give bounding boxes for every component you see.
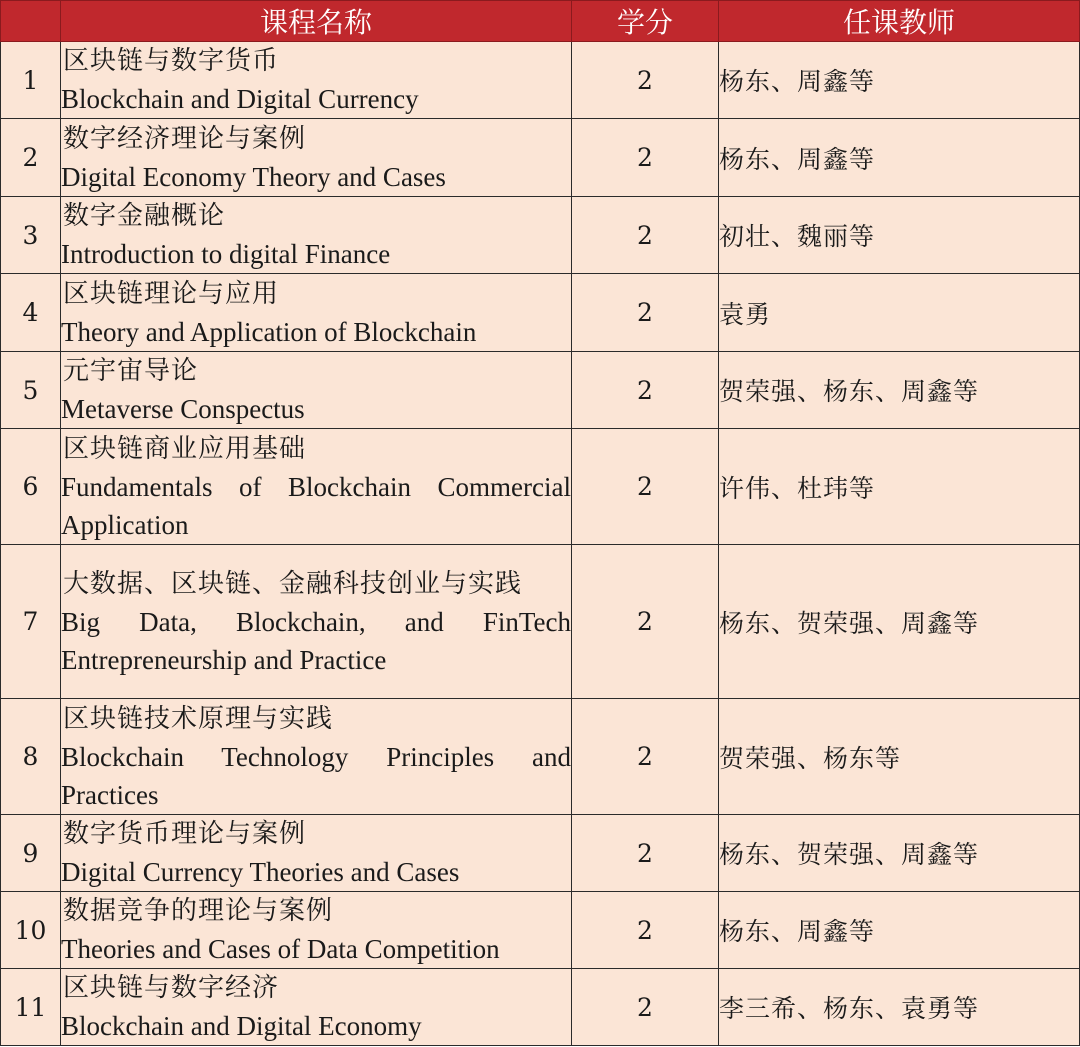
row-number: 3 [1, 197, 61, 274]
teacher-cell: 杨东、周鑫等 [719, 42, 1080, 119]
credit-cell: 2 [572, 197, 719, 274]
row-number: 4 [1, 274, 61, 352]
course-name-en: Digital Economy Theory and Cases [61, 161, 446, 192]
table-row [1, 545, 1080, 699]
row-number: 5 [1, 352, 61, 429]
course-name-cell [61, 274, 572, 352]
table-row [1, 699, 1080, 815]
course-name-zh: 区块链与数字经济 [63, 973, 280, 1003]
row-number: 9 [1, 815, 61, 892]
course-name-cell [61, 429, 572, 545]
course-name-zh: 区块链理论与应用 [63, 278, 280, 309]
course-name-cell [61, 119, 572, 197]
course-name-cell [61, 352, 572, 429]
credit-cell: 2 [572, 274, 719, 352]
table-row [1, 119, 1080, 197]
course-name-zh: 区块链商业应用基础 [63, 433, 307, 464]
table-row [1, 197, 1080, 274]
table-row [1, 892, 1080, 969]
course-name-en: Digital Currency Theories and Cases [61, 857, 460, 887]
teacher-cell: 袁勇 [719, 274, 1080, 352]
credit-cell: 2 [572, 699, 719, 815]
row-number: 7 [1, 545, 61, 699]
course-name-zh: 区块链与数字货币 [63, 46, 280, 76]
row-number: 1 [1, 42, 61, 119]
header-credit: 学分 [572, 1, 719, 42]
header-course-name: 课程名称 [61, 1, 572, 42]
teacher-cell: 许伟、杜玮等 [719, 429, 1080, 545]
course-name-en: Blockchain and Digital Economy [61, 1011, 422, 1041]
row-number: 6 [1, 429, 61, 545]
table-row [1, 969, 1080, 1046]
table-row [1, 429, 1080, 545]
course-name-cell [61, 545, 572, 699]
course-name-zh: 数字金融概论 [63, 201, 226, 231]
course-name-cell [61, 197, 572, 274]
row-number: 11 [1, 969, 61, 1046]
credit-cell: 2 [572, 815, 719, 892]
course-name-en: Theory and Application of Blockchain [61, 316, 477, 347]
course-name-zh: 元宇宙导论 [63, 356, 199, 386]
course-name-cell [61, 42, 572, 119]
teacher-cell: 杨东、周鑫等 [719, 892, 1080, 969]
header-index [1, 1, 61, 42]
course-name-zh: 数字货币理论与案例 [63, 819, 307, 849]
course-name-en: Metaverse Conspectus [61, 394, 305, 424]
course-name-en: Fundamentals of Blockchain Commercial Application [61, 471, 571, 540]
row-number: 2 [1, 119, 61, 197]
table-row [1, 42, 1080, 119]
course-name-zh: 数据竞争的理论与案例 [63, 896, 334, 926]
credit-cell: 2 [572, 119, 719, 197]
table-row [1, 352, 1080, 429]
teacher-cell: 李三希、杨东、袁勇等 [719, 969, 1080, 1046]
course-name-zh: 大数据、区块链、金融科技创业与实践 [63, 568, 523, 599]
course-name-cell [61, 815, 572, 892]
table-row [1, 815, 1080, 892]
course-name-en: Blockchain Technology Principles and Practices [61, 741, 571, 810]
course-name-cell [61, 699, 572, 815]
credit-cell: 2 [572, 892, 719, 969]
row-number: 8 [1, 699, 61, 815]
course-name-en: Blockchain and Digital Currency [61, 84, 419, 114]
teacher-cell: 杨东、周鑫等 [719, 119, 1080, 197]
teacher-cell: 贺荣强、杨东等 [719, 699, 1080, 815]
course-name-zh: 区块链技术原理与实践 [63, 703, 334, 734]
course-name-en: Theories and Cases of Data Competition [61, 934, 500, 964]
course-name-zh: 数字经济理论与案例 [63, 123, 307, 154]
course-name-cell [61, 892, 572, 969]
credit-cell: 2 [572, 429, 719, 545]
teacher-cell: 杨东、贺荣强、周鑫等 [719, 545, 1080, 699]
credit-cell: 2 [572, 969, 719, 1046]
teacher-cell: 贺荣强、杨东、周鑫等 [719, 352, 1080, 429]
credit-cell: 2 [572, 42, 719, 119]
teacher-cell: 初壮、魏丽等 [719, 197, 1080, 274]
header-teacher: 任课教师 [719, 1, 1080, 42]
row-number: 10 [1, 892, 61, 969]
credit-cell: 2 [572, 545, 719, 699]
course-name-en: Big Data, Blockchain, and FinTech Entrepreneurship and Practice [61, 606, 571, 675]
teacher-cell: 杨东、贺荣强、周鑫等 [719, 815, 1080, 892]
course-name-cell [61, 969, 572, 1046]
table-row [1, 274, 1080, 352]
course-name-en: Introduction to digital Finance [61, 239, 391, 269]
credit-cell: 2 [572, 352, 719, 429]
table-header-row [1, 1, 1080, 42]
